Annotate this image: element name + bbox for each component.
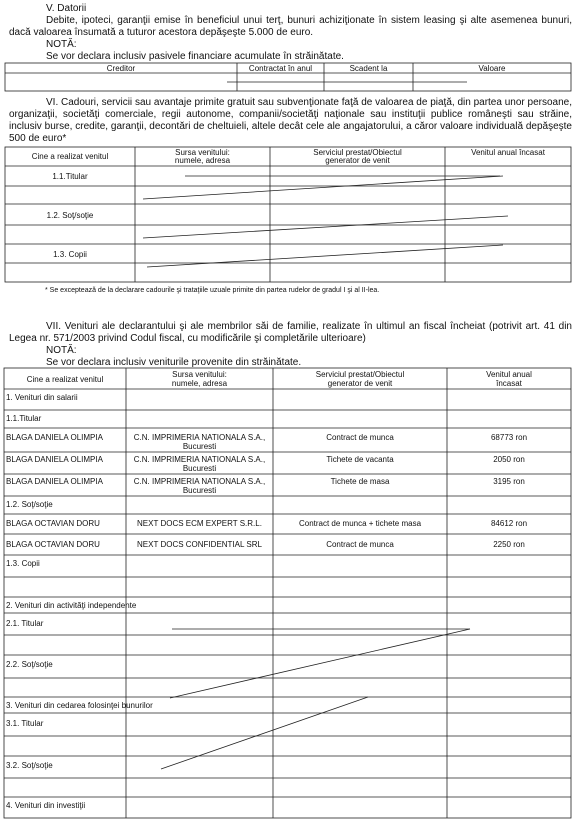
- section-v-header-contracted: Contractat în anul: [248, 64, 313, 73]
- section-vii-header-income-l1: Venitul anual: [486, 370, 532, 379]
- income-row-3-amount: 3195 ron: [493, 477, 525, 486]
- income-row-5-service: Contract de munca: [326, 540, 394, 549]
- category-investments: 4. Venituri din investiţii: [6, 801, 86, 810]
- section-vii-note: Se vor declara inclusiv veniturile provenite din străinătate.: [46, 357, 302, 368]
- income-row-3-source-l1: C.N. IMPRIMERIA NATIONALA S.A.,: [133, 477, 266, 486]
- income-row-2-service: Tichete de vacanta: [326, 455, 394, 464]
- subcategory-children-1-3: 1.3. Copii: [6, 559, 40, 568]
- income-row-2-amount: 2050 ron: [493, 455, 525, 464]
- subcategory-titular-3-1: 3.1. Titular: [6, 719, 44, 728]
- category-property-use: 3. Venituri din cedarea folosinţei bunurilor: [6, 701, 153, 710]
- section-vii-text: VII. Venituri ale declarantului şi ale membrilor săi de familie, realizate în ultimul an fiscal încheiat (potrivit art. 41 din Legea nr. 571/2003 privind Codul fiscal, cu modificările şi completările ulterioare): [9, 321, 572, 344]
- section-v-header-value: Valoare: [478, 64, 506, 73]
- section-vii-note-label: NOTĂ:: [46, 345, 77, 356]
- income-row-1-source-l2: Bucuresti: [182, 442, 217, 451]
- subcategory-spouse-3-2: 3.2. Soţ/soţie: [6, 761, 53, 770]
- section-vii-header-who: Cine a realizat venitul: [26, 375, 104, 384]
- income-row-1-amount: 68773 ron: [490, 433, 528, 442]
- income-row-2-source-l2: Bucuresti: [182, 464, 217, 473]
- section-vi-header-who: Cine a realizat venitul: [31, 152, 109, 161]
- income-row-2-source-l1: C.N. IMPRIMERIA NATIONALA S.A.,: [133, 455, 266, 464]
- section-v-text: Debite, ipoteci, garanţii emise în beneficiul unui terţ, bunuri achiziţionate în sistem leasing şi alte asemenea bunuri, dacă valoarea însumată a tuturor acestora depăşeşte 5.000 de euro.: [9, 15, 572, 38]
- income-row-1-name: BLAGA DANIELA OLIMPIA: [6, 433, 103, 442]
- section-vii-header-service-l1: Serviciul prestat/Obiectul: [315, 370, 405, 379]
- section-v-note: Se vor declara inclusiv pasivele financiare acumulate în străinătate.: [46, 51, 344, 62]
- income-row-3-service: Tichete de masa: [330, 477, 390, 486]
- category-independent: 2. Venituri din activităţi independente: [6, 601, 137, 610]
- income-row-1-source-l1: C.N. IMPRIMERIA NATIONALA S.A.,: [133, 433, 266, 442]
- section-vi-header-source-l2: numele, adresa: [174, 156, 231, 165]
- income-row-3-name: BLAGA DANIELA OLIMPIA: [6, 477, 103, 486]
- section-vii-header-service-l2: generator de venit: [327, 379, 393, 388]
- income-row-5-source-l1: NEXT DOCS CONFIDENTIAL SRL: [137, 540, 262, 549]
- subcategory-spouse-2-2: 2.2. Soţ/soţie: [6, 660, 53, 669]
- section-v-header-creditor: Creditor: [106, 64, 136, 73]
- section-vii-header-source-l1: Sursa venitului:: [172, 370, 227, 379]
- section-vi-row-children: 1.3. Copii: [53, 250, 87, 259]
- section-v-heading: V. Datorii: [46, 3, 87, 14]
- subcategory-titular-2-1: 2.1. Titular: [6, 619, 44, 628]
- section-vi-footnote: * Se exceptează de la declarare cadourile şi trataţiile uzuale primite din partea rudelor de gradul I şi al II-lea.: [45, 287, 380, 294]
- section-v-note-label: NOTĂ:: [46, 39, 77, 50]
- section-vi-text: VI. Cadouri, servicii sau avantaje primite gratuit sau subvenţionate faţă de valoarea de piaţă, din partea unor persoane, organizaţii, societăţi comerciale, regii autonome, companii/societăţi naţionale sau instituţii publice româneşti sau străine, inclusiv burse, credite, garanţii, decontări de cheltuieli, altele decât cele ale angajatorului, a căror valoare individuală depăşeşte 500 de euro*: [9, 97, 572, 144]
- income-row-5-amount: 2250 ron: [493, 540, 525, 549]
- section-vii-header-source-l2: numele, adresa: [171, 379, 228, 388]
- income-row-1-service: Contract de munca: [326, 433, 394, 442]
- income-row-4-name: BLAGA OCTAVIAN DORU: [6, 519, 100, 528]
- income-row-4-source-l1: NEXT DOCS ECM EXPERT S.R.L.: [137, 519, 262, 528]
- income-row-3-source-l2: Bucuresti: [182, 486, 217, 495]
- subcategory-titular-1-1: 1.1.Titular: [6, 414, 42, 423]
- income-row-2-name: BLAGA DANIELA OLIMPIA: [6, 455, 103, 464]
- income-row-4-service: Contract de munca + tichete masa: [298, 519, 422, 528]
- section-vi-header-service-l1: Serviciul prestat/Obiectul: [313, 148, 402, 157]
- subcategory-spouse-1-2: 1.2. Soţ/soţie: [6, 500, 53, 509]
- income-row-5-name: BLAGA OCTAVIAN DORU: [6, 540, 100, 549]
- section-vi-row-spouse: 1.2. Soţ/soţie: [46, 211, 94, 220]
- section-vi-header-source-l1: Sursa venitului:: [175, 148, 230, 157]
- income-row-4-amount: 84612 ron: [490, 519, 528, 528]
- section-vi-header-service-l2: generator de venit: [325, 156, 390, 165]
- section-v-header-due: Scadent la: [349, 64, 388, 73]
- category-salaries: 1. Venituri din salarii: [6, 393, 78, 402]
- section-vi-header-income: Venitul anual încasat: [471, 148, 545, 157]
- section-vi-row-titular: 1.1.Titular: [52, 172, 88, 181]
- section-vii-header-income-l2: încasat: [496, 379, 522, 388]
